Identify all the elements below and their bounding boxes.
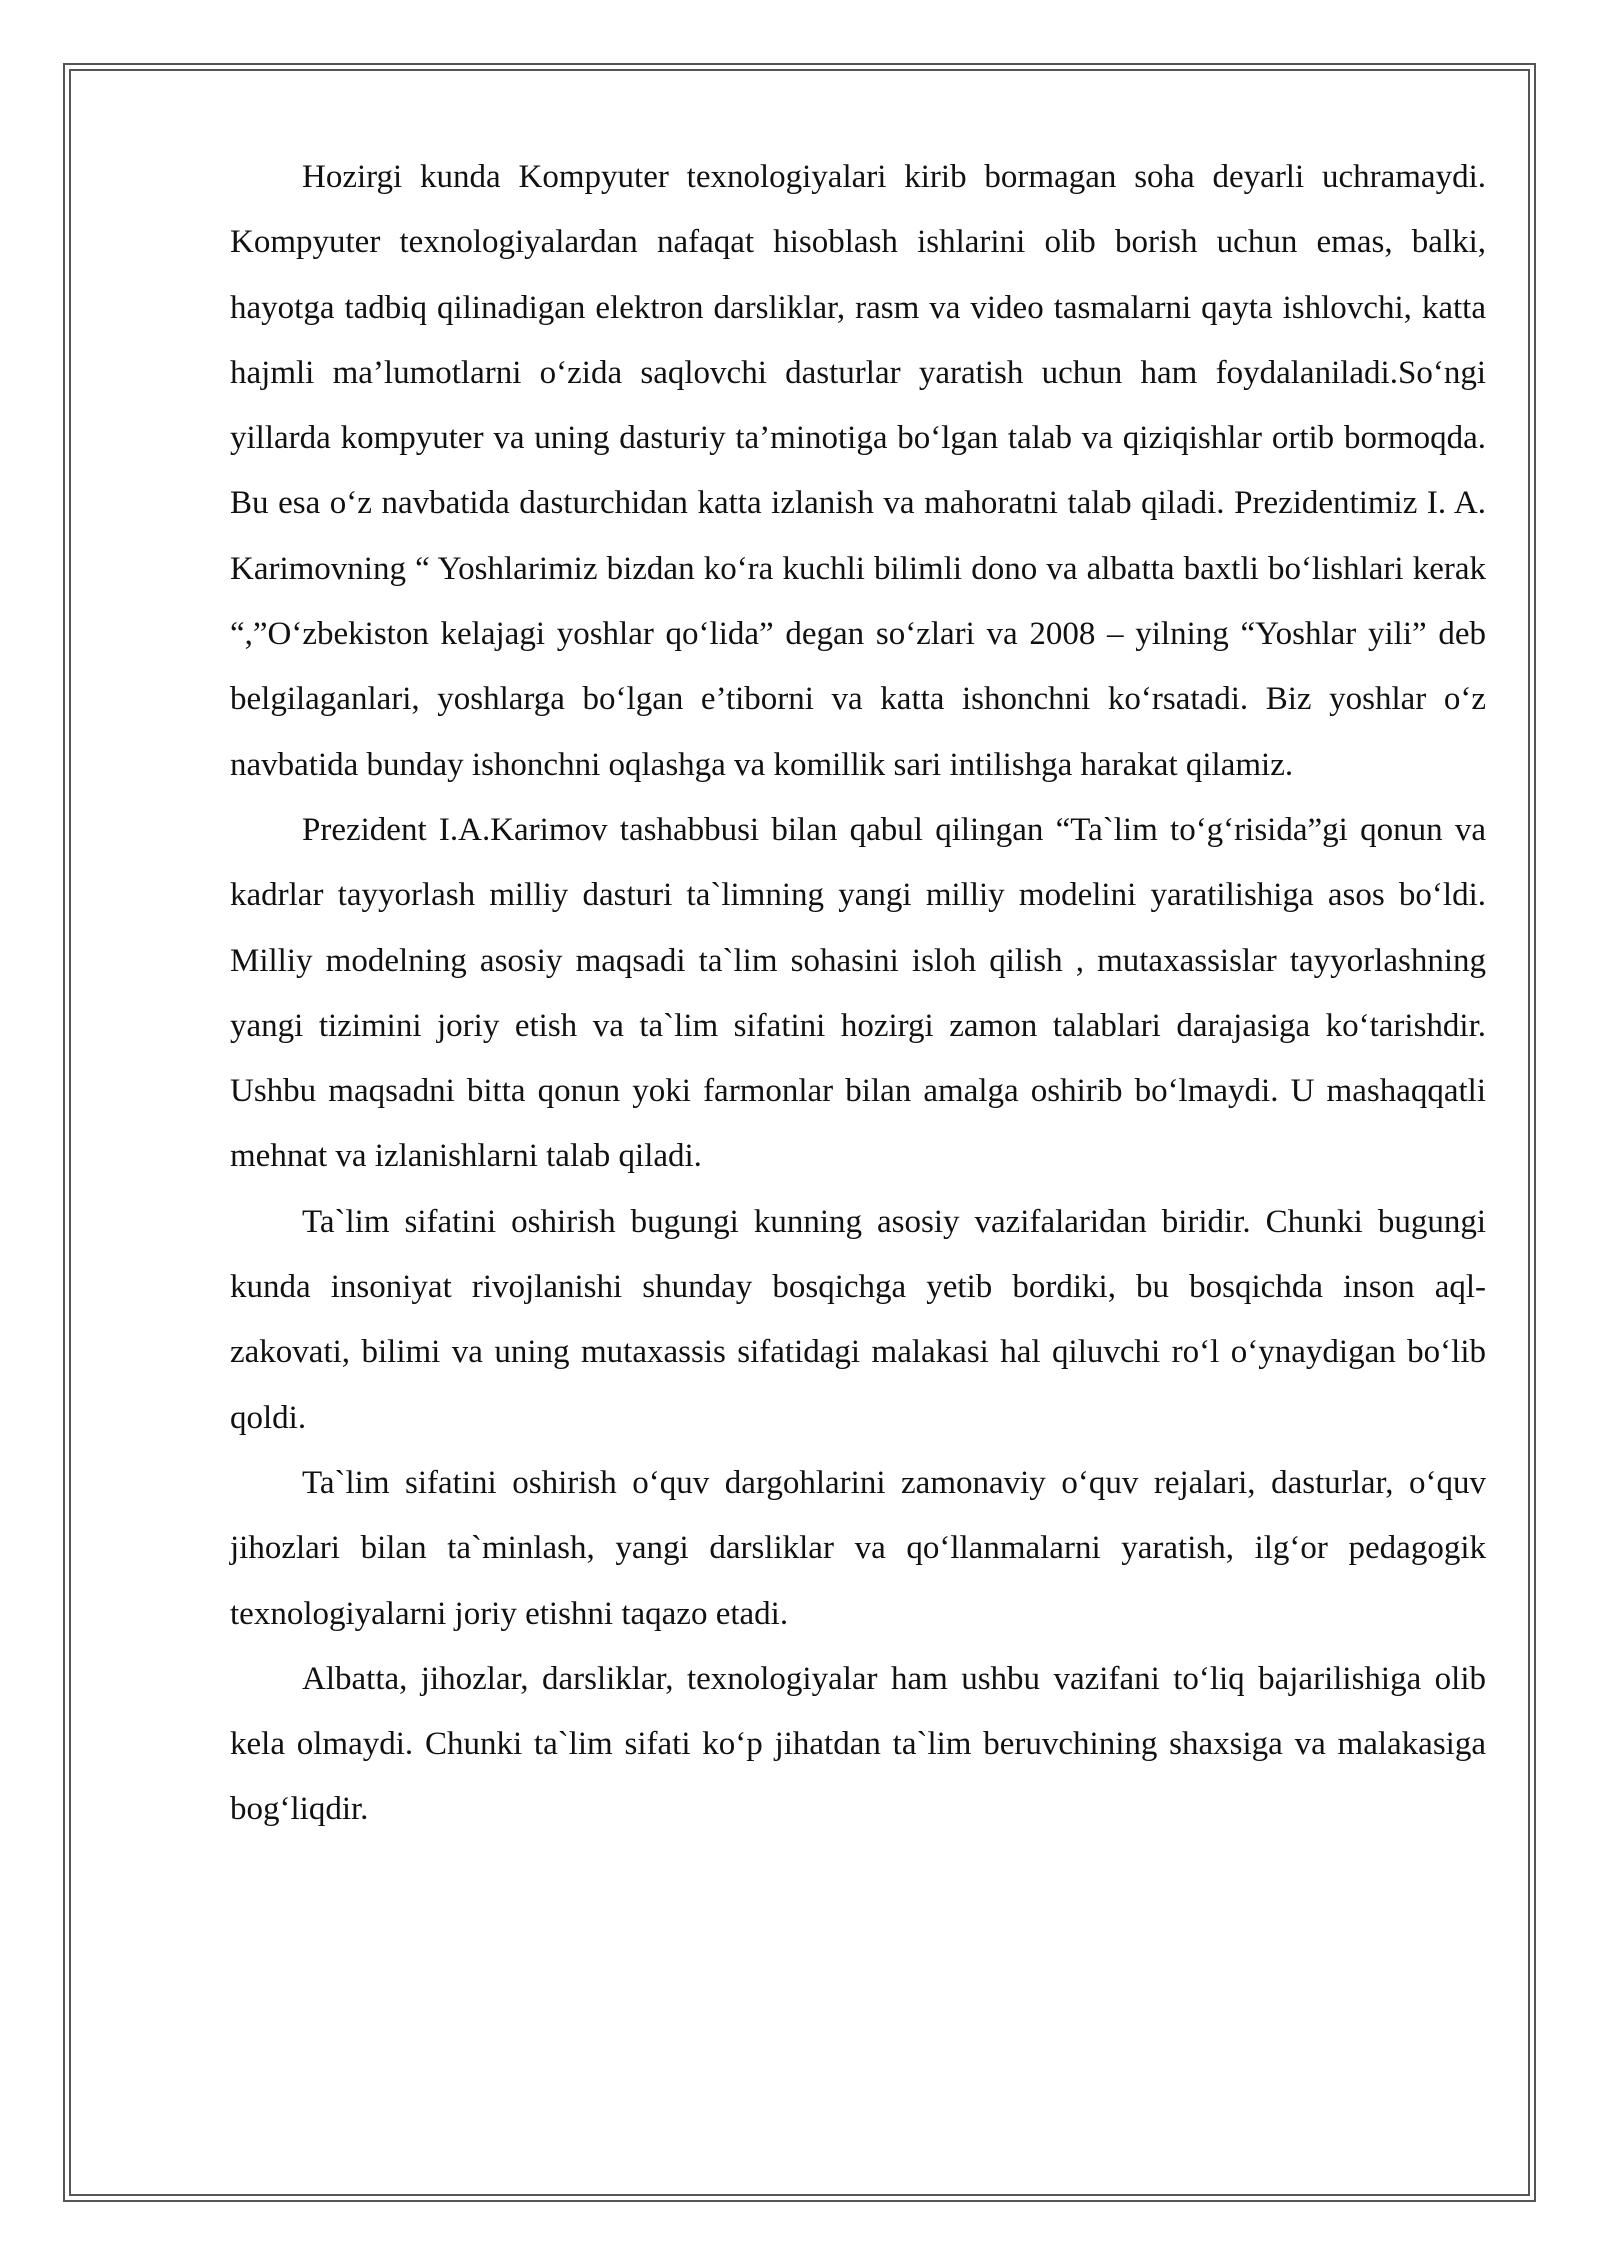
document-body <box>230 145 1486 1843</box>
paragraph-4: Ta`lim sifatini oshirish o‘quv dargohlarini zamonaviy o‘quv rejalari, dasturlar, o‘quv jihozlari bilan ta`minlash, yangi darsliklar va qo‘llanmalarni yaratish, ilg‘or pedagogik texnologiyalarni joriy etishni taqazo etadi. <box>230 1464 1486 1632</box>
paragraph-2: Prezident I.A.Karimov tashabbusi bilan qabul qilingan “Ta`lim to‘g‘risida”gi qonun va kadrlar tayyorlash milliy dasturi ta`limning yangi milliy modelini yaratilishiga asos bo‘ldi. Milliy modelning asosiy maqsadi ta`lim sohasini isloh qilish , mutaxassislar tayyorlashning yangi tizimini joriy etish va ta`lim sifatini hozirgi zamon talablari darajasiga ko‘tarishdir. Ushbu maqsadni bitta qonun yoki farmonlar bilan amalga oshirib bo‘lmaydi. U mashaqqatli mehnat va izlanishlarni talab qiladi. <box>230 811 1486 1175</box>
paragraph-3: Ta`lim sifatini oshirish bugungi kunning asosiy vazifalaridan biridir. Chunki bugungi kunda insoniyat rivojlanishi shunday bosqichga yetib bordiki, bu bosqichda inson aql-zakovati, bilimi va uning mutaxassis sifatidagi malakasi hal qiluvchi ro‘l o‘ynaydigan bo‘lib qoldi. <box>230 1203 1486 1436</box>
paragraph-5: Albatta, jihozlar, darsliklar, texnologiyalar ham ushbu vazifani to‘liq bajarilishiga olib kela olmaydi. Chunki ta`lim sifati ko‘p jihatdan ta`lim beruvchining shaxsiga va malakasiga bog‘liqdir. <box>230 1660 1486 1828</box>
paragraph-1: Hozirgi kunda Kompyuter texnologiyalari kirib bormagan soha deyarli uchramaydi. Kompyuter texnologiyalardan nafaqat hisoblash ishlarini olib borish uchun emas, balki, hayotga tadbiq qilinadigan elektron darsliklar, rasm va video tasmalarni qayta ishlovchi, katta hajmli ma’lumotlarni o‘zida saqlovchi dasturlar yaratish uchun ham foydalaniladi.So‘ngi yillarda kompyuter va uning dasturiy ta’minotiga bo‘lgan talab va qiziqishlar ortib bormoqda. Bu esa o‘z navbatida dasturchidan katta izlanish va mahoratni talab qiladi. Prezidentimiz I. A. Karimovning “ Yoshlarimiz bizdan ko‘ra kuchli bilimli dono va albatta baxtli bo‘lishlari kerak “,”O‘zbekiston kelajagi yoshlar qo‘lida” degan so‘zlari va 2008 – yilning “Yoshlar yili” deb belgilaganlari, yoshlarga bo‘lgan e’tiborni va katta ishonchni ko‘rsatadi. Biz yoshlar o‘z navbatida bunday ishonchni oqlashga va komillik sari intilishga harakat qilamiz. <box>230 159 1486 783</box>
